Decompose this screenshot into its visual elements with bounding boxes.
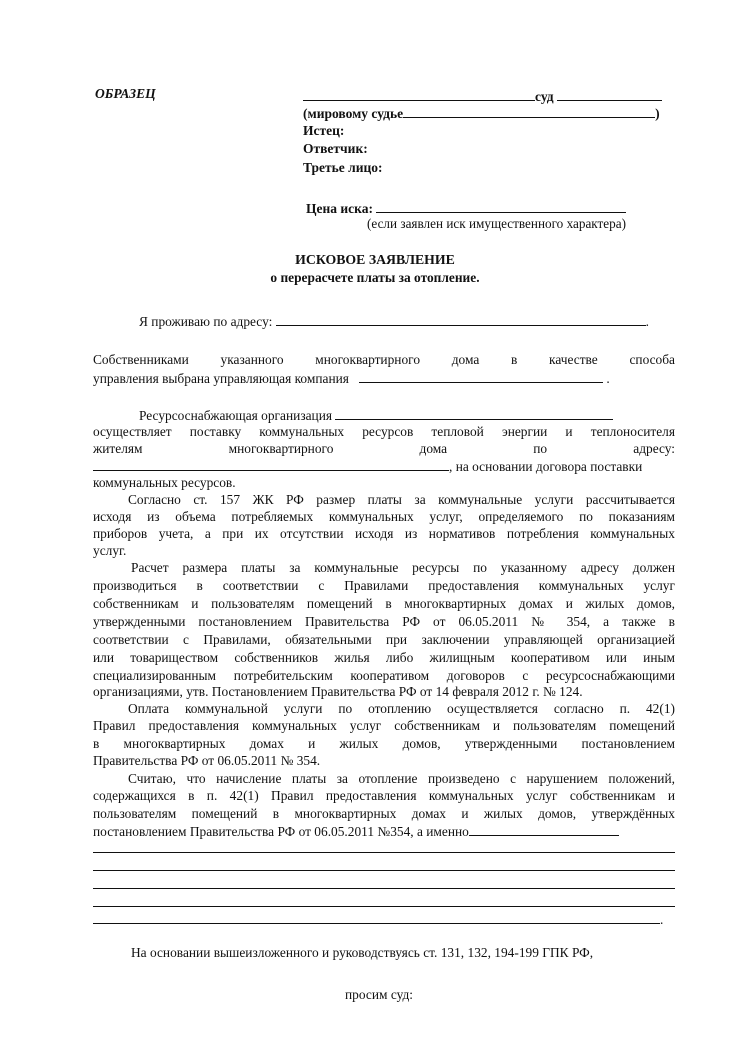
defendant-label: Ответчик:	[303, 141, 368, 156]
violation-line-2: содержащихся в п. 42(1) Правил предоставления коммунальных услуг собственникам и	[93, 788, 675, 803]
last-fill-line	[93, 911, 663, 928]
document-title: ИСКОВОЕ ЗАЯВЛЕНИЕ	[295, 252, 455, 267]
ask-court-line: просим суд:	[345, 987, 413, 1002]
address-prefix: Я проживаю по адресу:	[139, 314, 273, 329]
violation-line-1: Считаю, что начисление платы за отопление произведено с нарушением положений,	[128, 771, 675, 786]
blank-fill-line	[93, 870, 675, 871]
document-subtitle: о перерасчете платы за отопление.	[270, 270, 480, 285]
supplier-line-1	[139, 407, 613, 424]
supplier-line-2: осуществляет поставку коммунальных ресурсов тепловой энергии и теплоносителя	[93, 424, 675, 439]
magistrate-prefix: (мировому судье	[303, 106, 404, 121]
calc-line-3: собственникам и пользователям помещений в многоквартирных домах и жилых домов,	[93, 596, 675, 611]
claim-price-line	[306, 200, 626, 217]
claim-price-note: (если заявлен иск имущественного характера)	[367, 216, 626, 231]
owners-dot: .	[606, 371, 610, 386]
claim-price-label: Цена иска:	[306, 201, 373, 216]
blank-fill-line	[93, 906, 675, 907]
owners-line-1: Собственниками указанного многоквартирного дома в качестве способа	[93, 352, 675, 367]
calc-line-5: соответствии с Правилами, обязательными при заключении управляющей организацией	[93, 632, 675, 647]
owners-line-2	[93, 370, 610, 387]
owners-text: управления выбрана управляющая компания	[93, 371, 349, 386]
violation-line-4-text: постановлением Правительства РФ от 06.05.2011 №354, а именно	[93, 824, 469, 839]
address-line	[139, 313, 649, 330]
supplier-line-3: жителям многоквартирного дома по адресу:	[93, 441, 675, 456]
magistrate-blank	[403, 105, 655, 118]
address-blank	[276, 313, 646, 326]
calc-line-4: утвержденными постановлением Правительства РФ от 06.05.2011 № 354, а также в	[93, 614, 675, 629]
sample-label: ОБРАЗЕЦ	[95, 86, 156, 101]
blank-fill-line	[93, 888, 675, 889]
supplier-blank-2	[427, 407, 613, 420]
supplier-prefix: Ресурсоснабжающая организация	[139, 408, 333, 423]
payment-line-3: в многоквартирных домах и жилых домов, утвержденными постановлением	[93, 736, 675, 751]
calc-line-7: специализированным потребительским кооперативом договоров с ресурсоснабжающими	[93, 668, 675, 683]
calc-line-6: или товариществом собственников жилья либо жилищным кооперативом или иным	[93, 650, 675, 665]
calc-line-8: организациями, утв. Постановлением Правительства РФ от 14 февраля 2012 г. № 124.	[93, 684, 583, 699]
supplier-line-5: коммунальных ресурсов.	[93, 475, 236, 490]
blank-fill-line	[93, 852, 675, 853]
art157-line-2: исходя из объема потребляемых коммунальных услуг, определяемого по показаниям	[93, 509, 675, 524]
magistrate-suffix: )	[655, 106, 660, 121]
basis-line: На основании вышеизложенного и руководствуясь ст. 131, 132, 194-199 ГПК РФ,	[131, 945, 594, 960]
plaintiff-label: Истец:	[303, 123, 345, 138]
payment-line-1: Оплата коммунальной услуги по отоплению осуществляется согласно п. 42(1)	[128, 701, 675, 716]
payment-line-2: Правил предоставления коммунальных услуг собственникам и пользователям помещений	[93, 718, 675, 733]
blank-fill-line	[93, 911, 660, 924]
court-suffix: суд	[535, 89, 554, 104]
calc-line-2: производиться в соответствии с Правилами предоставления коммунальных услуг	[93, 578, 675, 593]
calc-line-1: Расчет размера платы за коммунальные ресурсы по указанному адресу должен	[131, 560, 675, 575]
address-dot: .	[645, 314, 650, 329]
supplier-line-4	[93, 458, 642, 475]
violation-line-3: пользователям помещений в многоквартирных домах и жилых домов, утверждённых	[93, 806, 675, 821]
management-company-blank	[359, 370, 603, 383]
court-name-blank	[303, 88, 535, 101]
art157-line-1: Согласно ст. 157 ЖК РФ размер платы за коммунальные услуги рассчитывается	[128, 492, 675, 507]
court-line	[303, 88, 675, 105]
art157-line-4: услуг.	[93, 543, 127, 558]
court-extra-blank	[557, 88, 662, 101]
supplier-address-blank	[93, 458, 449, 471]
claim-price-blank	[376, 200, 626, 213]
payment-line-4: Правительства РФ от 06.05.2011 № 354.	[93, 753, 321, 768]
magistrate-line	[303, 105, 675, 122]
violation-details-blank	[469, 823, 619, 836]
supplier-line-4-suffix: , на основании договора поставки	[449, 459, 643, 474]
fill-dot: .	[660, 912, 664, 927]
third-party-label: Третье лицо:	[303, 160, 383, 175]
art157-line-3: приборов учета, а при их отсутствии исходя из нормативов потребления коммунальных	[93, 526, 675, 541]
violation-line-4	[93, 823, 619, 840]
supplier-blank-1	[335, 407, 427, 420]
